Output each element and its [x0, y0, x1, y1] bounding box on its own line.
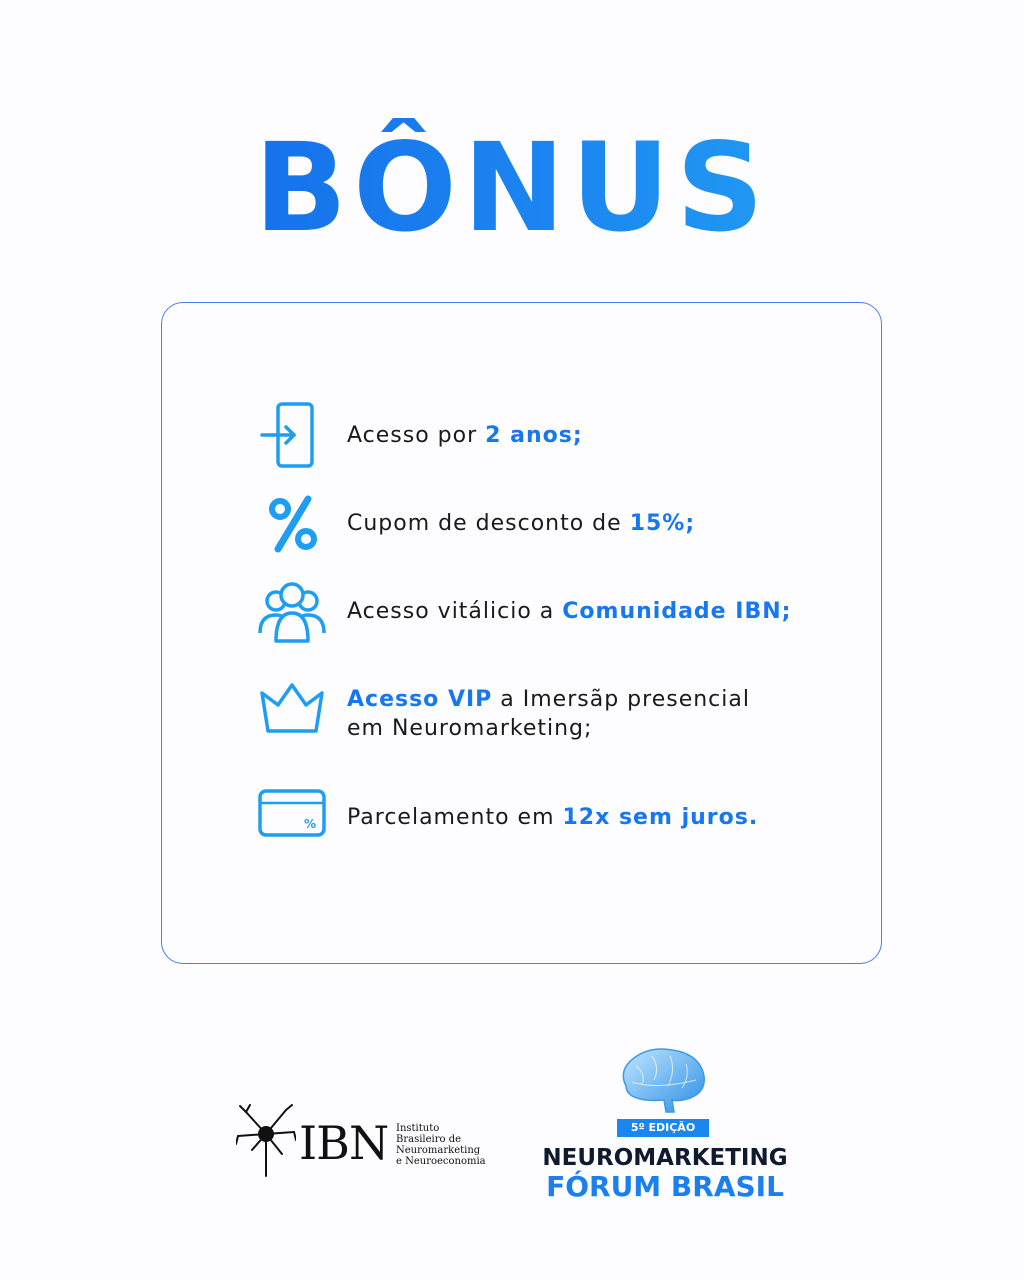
forum-title-line1: NEUROMARKETING [542, 1145, 788, 1171]
forum-title-line2: FÓRUM BRASIL [546, 1170, 784, 1203]
users-group-icon [256, 577, 328, 649]
benefit-item-access [162, 397, 883, 477]
login-icon [256, 399, 328, 471]
ibn-subtitle: Instituto Brasileiro de Neuromarketing e Neuroeconomia [396, 1123, 486, 1167]
brain-icon [616, 1046, 708, 1114]
benefit-text: Parcelamento em 12x sem juros. [347, 805, 759, 830]
benefit-item-coupon [162, 485, 883, 565]
benefit-text: Cupom de desconto de 15%; [347, 511, 696, 536]
benefit-highlight: 12x sem juros. [562, 805, 759, 830]
benefit-item-installments [162, 777, 883, 857]
benefit-item-community [162, 573, 883, 653]
crown-icon [256, 671, 328, 743]
benefits-card [161, 302, 882, 964]
ibn-logo [236, 1104, 486, 1184]
forum-logo [540, 1046, 790, 1206]
benefit-text: Acesso por 2 anos; [347, 423, 583, 448]
percent-icon [256, 489, 328, 561]
card-percent-badge: % [304, 817, 317, 831]
benefit-text: Acesso vitálicio a Comunidade IBN; [347, 599, 792, 624]
footer-logos [0, 1040, 1024, 1210]
page-title: BÔNUS [0, 118, 1024, 258]
ibn-wordmark: IBN [299, 1116, 389, 1170]
credit-card-icon [256, 777, 328, 849]
benefit-highlight: 15%; [629, 511, 696, 536]
benefit-highlight: Comunidade IBN; [562, 599, 792, 624]
benefit-text: Acesso VIP a Imersãp presencial em Neuromarketing; [347, 687, 750, 741]
benefit-item-vip [162, 667, 883, 747]
edition-badge: 5º EDIÇÃO [617, 1119, 709, 1137]
neuron-icon [236, 1104, 296, 1180]
benefit-highlight: Acesso VIP [347, 687, 493, 712]
benefit-highlight: 2 anos; [485, 423, 583, 448]
